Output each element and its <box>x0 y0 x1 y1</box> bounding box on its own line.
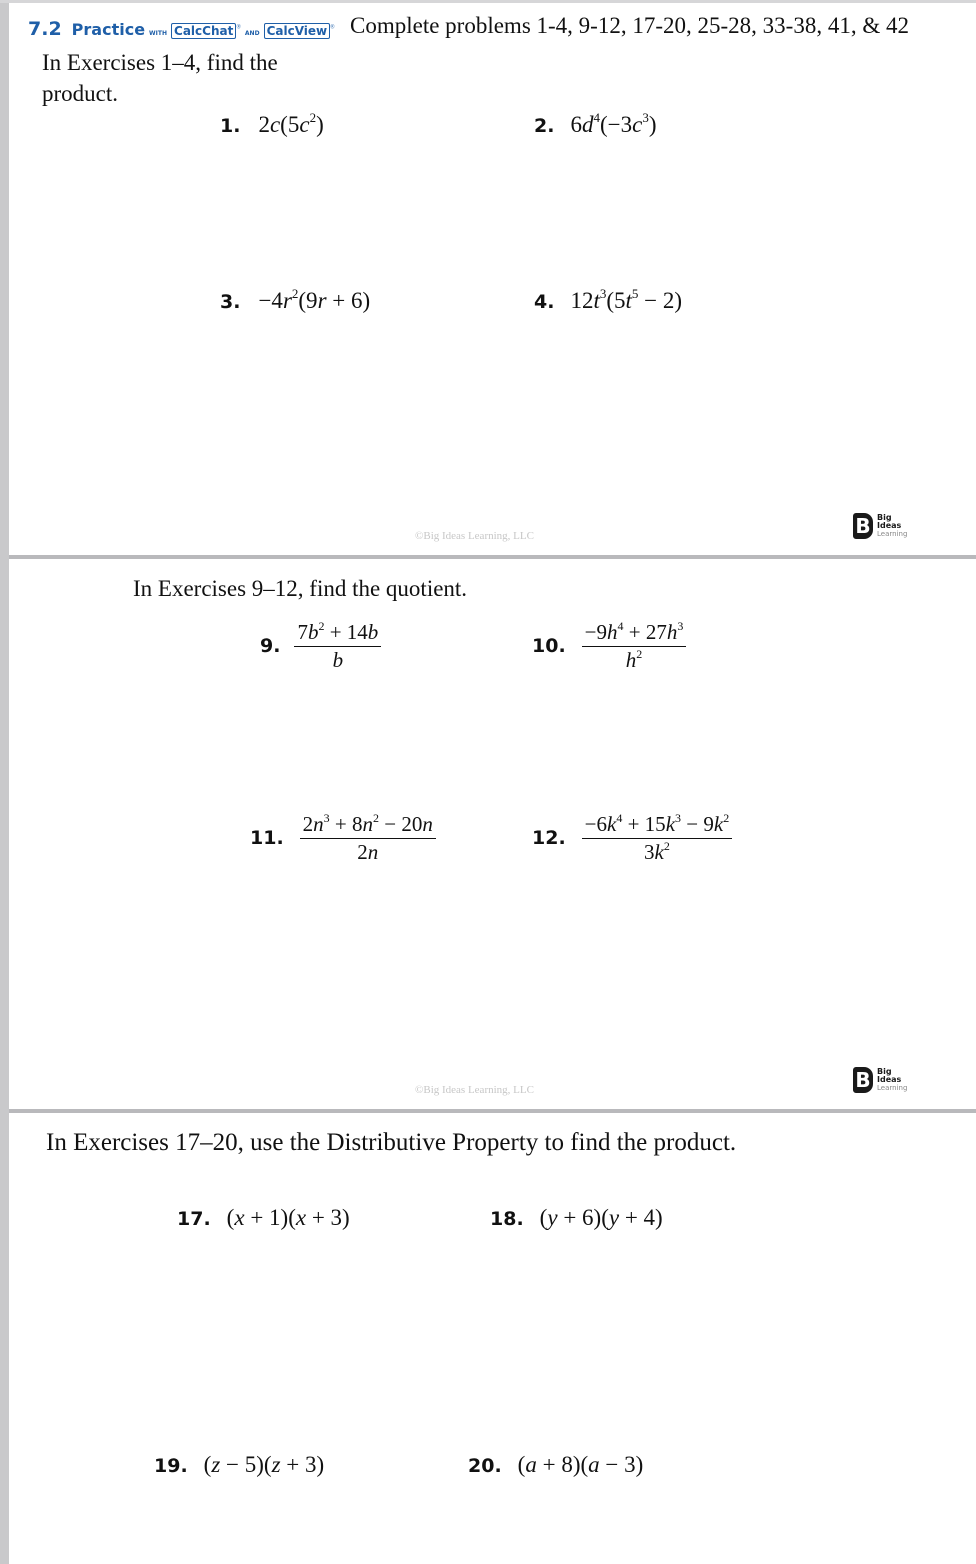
calcchat-label: CalcChat <box>171 23 236 39</box>
problem-expression: (z − 5)(z + 3) <box>203 1452 325 1477</box>
section1-instruction-line1: In Exercises 1–4, find the <box>42 50 278 75</box>
problem-fraction: $\frac{-6k^4 + 15k^3 - 9k^2}{3k^2}$ <box>582 812 733 863</box>
and-label: AND <box>244 30 260 37</box>
problem-9 <box>260 620 381 671</box>
problem-expression: (x + 1)(x + 3) <box>226 1205 350 1230</box>
logo-mark: B <box>853 1067 873 1093</box>
problem-number: 1. <box>220 115 241 137</box>
problem-4 <box>534 288 682 314</box>
top-edge-line <box>0 0 976 3</box>
problem-number: 2. <box>534 115 555 137</box>
problem-number: 11. <box>250 826 284 849</box>
section-header: 7.2 Practice WITH CalcChat ® AND CalcView ® <box>28 18 335 40</box>
problem-number: 10. <box>532 634 566 657</box>
problem-number: 17. <box>177 1208 211 1230</box>
copyright-watermark: ©Big Ideas Learning, LLC <box>415 1084 534 1096</box>
problem-20 <box>468 1452 643 1478</box>
logo-mark: B <box>853 513 873 539</box>
problem-fraction: $\frac{7b^2 + 14b}{b}$ <box>294 620 381 671</box>
problem-number: 18. <box>490 1208 524 1230</box>
section1-instruction-line2: product. <box>42 81 119 106</box>
problem-expression: $-4r^2(9r + 6)$ <box>258 286 371 313</box>
problem-10 <box>532 620 686 671</box>
problem-expression: $6d^4(-3c^3)$ <box>570 110 657 137</box>
problem-18 <box>490 1205 663 1231</box>
problem-12 <box>532 812 732 863</box>
section-divider <box>9 555 976 559</box>
problem-expression: (a + 8)(a − 3) <box>517 1452 644 1477</box>
problem-number: 9. <box>260 634 281 657</box>
problem-number: 4. <box>534 291 555 313</box>
left-margin-bar <box>0 0 9 1564</box>
calcview-label: CalcView <box>264 23 331 39</box>
copyright-watermark: ©Big Ideas Learning, LLC <box>415 530 534 542</box>
problem-expression: $12t^3(5t^5 - 2)$ <box>570 286 683 313</box>
problem-11 <box>250 812 436 863</box>
assignment-note: Complete problems 1-4, 9-12, 17-20, 25-28, 33-38, 41, & 42 <box>350 13 909 38</box>
problem-number: 20. <box>468 1455 502 1477</box>
section2-instruction: In Exercises 9–12, find the quotient. <box>133 576 468 601</box>
big-ideas-logo: B Big Ideas Learning <box>853 1067 907 1093</box>
section-title: Practice <box>71 20 146 39</box>
problem-number: 12. <box>532 826 566 849</box>
section-number: 7.2 <box>28 18 62 40</box>
problem-2 <box>534 112 656 138</box>
problem-expression: (y + 6)(y + 4) <box>539 1205 663 1230</box>
problem-fraction: $\frac{2n^3 + 8n^2 - 20n}{2n}$ <box>300 812 436 863</box>
section-divider <box>9 1109 976 1113</box>
section3-instruction: In Exercises 17–20, use the Distributive Property to find the product. <box>46 1129 737 1156</box>
problem-19 <box>154 1452 324 1478</box>
big-ideas-logo: B Big Ideas Learning <box>853 513 907 539</box>
problem-1 <box>220 112 324 138</box>
problem-17 <box>177 1205 350 1231</box>
problem-3 <box>220 288 370 314</box>
problem-expression: $2c(5c^2)$ <box>258 110 324 137</box>
problem-number: 19. <box>154 1455 188 1477</box>
problem-fraction: $\frac{-9h^4 + 27h^3}{h^2}$ <box>582 620 687 671</box>
problem-number: 3. <box>220 291 241 313</box>
with-label: WITH <box>149 30 168 37</box>
